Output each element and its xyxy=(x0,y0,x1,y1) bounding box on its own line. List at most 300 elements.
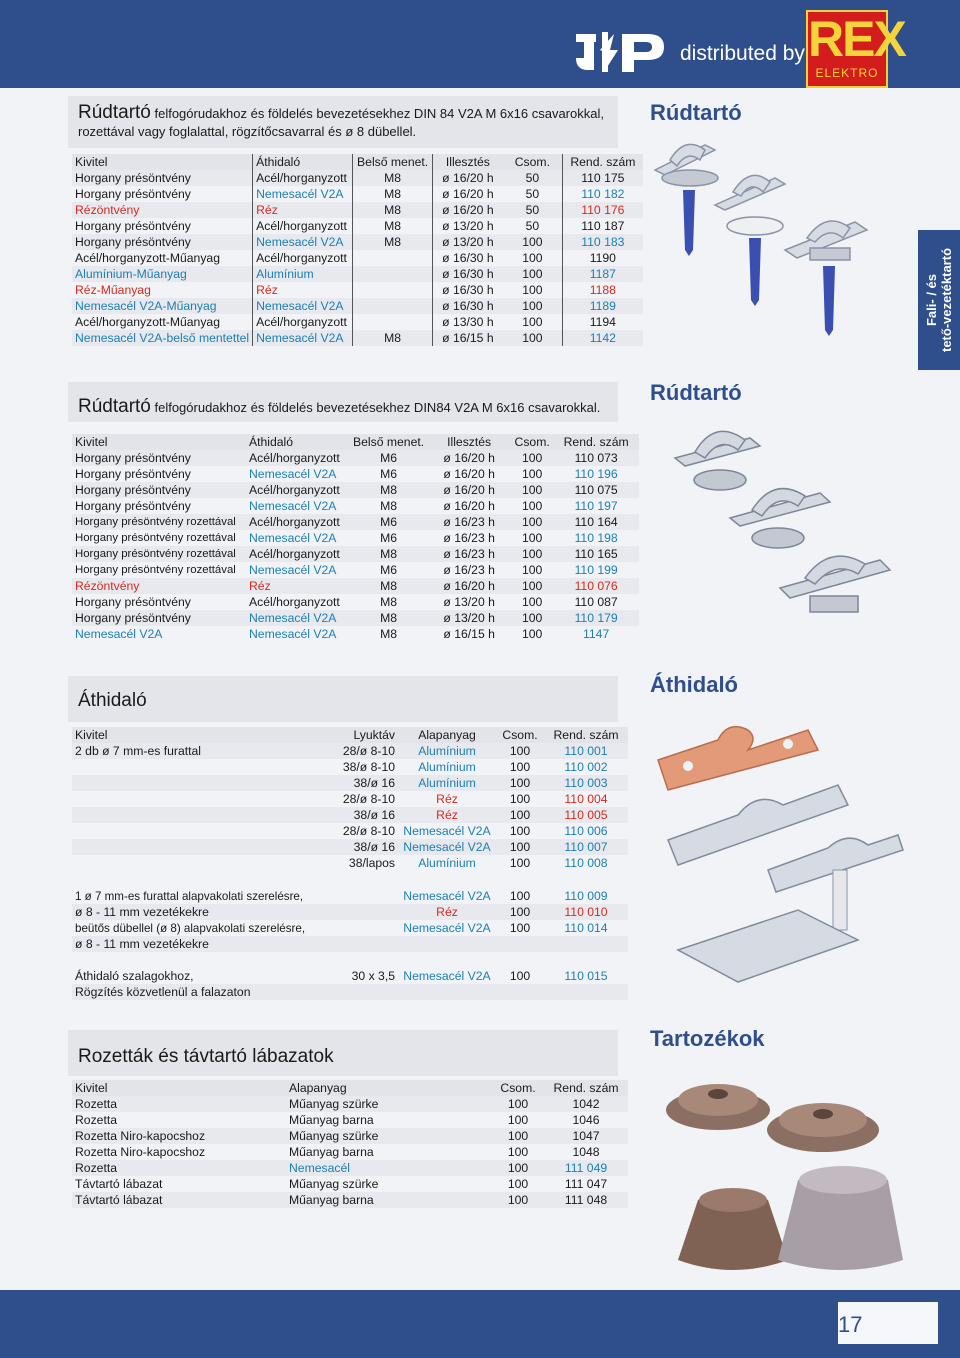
cell: 50 xyxy=(503,170,563,186)
cell: ø 16/23 h xyxy=(427,514,511,530)
table-row xyxy=(72,743,628,759)
col-header: Rend. szám xyxy=(544,1080,628,1096)
table-row xyxy=(72,1144,628,1160)
cell: M8 xyxy=(353,218,433,234)
cell: 110 010 xyxy=(544,904,628,920)
section4-heading: Tartozékok xyxy=(650,1026,765,1051)
cell xyxy=(72,823,334,839)
cell: ø 13/20 h xyxy=(427,610,511,626)
cell: Rozetta xyxy=(72,1096,286,1112)
table-row xyxy=(72,610,639,626)
cell: 38/ø 16 xyxy=(334,839,398,855)
cell: 100 xyxy=(511,482,553,498)
section4-title-box xyxy=(68,1030,618,1076)
cell: 1189 xyxy=(563,298,643,314)
cell xyxy=(496,984,544,1000)
cell: M8 xyxy=(350,578,427,594)
cell: 100 xyxy=(503,298,563,314)
table-row xyxy=(72,314,643,330)
cell: Műanyag szürke xyxy=(286,1096,492,1112)
cell: ø 16/15 h xyxy=(433,330,503,346)
cell xyxy=(72,759,334,775)
cell: 1194 xyxy=(589,314,616,329)
cell: Horgany présöntvény xyxy=(72,234,253,250)
cell: Nemesacél V2A xyxy=(249,466,337,481)
cell: M8 xyxy=(380,594,398,609)
table-row xyxy=(72,1096,628,1112)
col-header: Áthidaló xyxy=(246,434,350,450)
cell: Acél/horganyzott xyxy=(253,218,353,234)
cell: ø 16/20 h xyxy=(433,202,503,218)
table-row xyxy=(72,984,628,1000)
cell xyxy=(72,775,334,791)
cell: 100 xyxy=(492,1128,544,1144)
side-tab xyxy=(918,230,960,370)
cell: 50 xyxy=(503,218,563,234)
cell: 100 xyxy=(507,1176,529,1191)
cell: 100 xyxy=(509,759,531,774)
cell: Áthidaló szalagokhoz, xyxy=(75,968,194,983)
cell: 1042 xyxy=(544,1096,628,1112)
cell: 110 198 xyxy=(574,530,618,545)
rosette-photo xyxy=(648,1060,910,1282)
cell: Acél/horganyzott xyxy=(253,314,353,330)
section2-table xyxy=(72,434,639,642)
cell-part: Réz-Műanyag xyxy=(75,282,151,297)
cell: Alumínium xyxy=(398,743,496,759)
cell: 100 xyxy=(503,282,563,298)
col-header: Csom. xyxy=(503,154,563,170)
rex-logo xyxy=(806,10,905,88)
cell: 110 076 xyxy=(553,578,639,594)
cell: ø 13/30 h xyxy=(442,314,494,329)
cell: Nemesacél V2A xyxy=(403,888,491,903)
cell: 38/ø 16 xyxy=(334,775,398,791)
cell: 111 049 xyxy=(544,1160,628,1176)
cell: ø 13/20 h xyxy=(443,594,495,609)
cell: ø 16/30 h xyxy=(433,266,503,282)
cell: M8 xyxy=(350,546,427,562)
section3-heading: Áthidaló xyxy=(650,672,738,697)
side-tab-label xyxy=(924,248,954,352)
cell: 100 xyxy=(492,1096,544,1112)
section1-table xyxy=(72,154,643,346)
cell xyxy=(334,888,398,904)
table-row xyxy=(72,450,639,466)
cell: ø 16/23 h xyxy=(427,546,511,562)
table-row xyxy=(72,1192,628,1208)
cell: Horgany présöntvény xyxy=(75,466,191,481)
cell-part: Alumínium-Műanyag xyxy=(75,266,187,281)
cell: 100 xyxy=(509,823,531,838)
col-header: Kivitel xyxy=(72,1080,286,1096)
cell: 38/lapos xyxy=(348,855,395,870)
cell: Horgany présöntvény rozettával xyxy=(75,563,236,576)
section2-title-box xyxy=(68,382,618,422)
cell: 110 176 xyxy=(563,202,643,218)
cell: 110 015 xyxy=(564,968,608,983)
cell: 30 x 3,5 xyxy=(351,968,395,983)
cell: Horgany présöntvény rozettával xyxy=(75,531,236,544)
col-header: Csom. xyxy=(511,434,553,450)
cell: 110 199 xyxy=(574,562,618,577)
table-row xyxy=(72,530,639,546)
cell: M8 xyxy=(353,202,433,218)
cell: ø 8 - 11 mm vezetékekre xyxy=(72,936,334,952)
cell: 110 179 xyxy=(553,610,639,626)
table-row xyxy=(72,250,643,266)
cell: Alumínium xyxy=(253,266,353,282)
section1-title-big: Rúdtartó xyxy=(78,102,151,123)
cell: Nemesacél V2A xyxy=(253,330,353,346)
cell: 110 014 xyxy=(564,920,608,935)
cell: Műanyag barna xyxy=(289,1144,374,1159)
cell: 100 xyxy=(503,266,563,282)
cell: 110 182 xyxy=(581,186,625,201)
table-row xyxy=(72,968,628,984)
cell: 110 004 xyxy=(564,791,608,806)
cell xyxy=(544,984,628,1000)
table-row xyxy=(72,775,628,791)
cell: ø 16/20 h xyxy=(443,498,495,513)
section3-title-box xyxy=(68,676,618,722)
cell: 110 175 xyxy=(563,170,643,186)
cell: M8 xyxy=(353,186,433,202)
cell: 28/ø 8-10 xyxy=(342,823,395,838)
cell: Réz xyxy=(398,904,496,920)
col-header: Kivitel xyxy=(72,727,334,743)
col-header: Illesztés xyxy=(433,154,503,170)
cell xyxy=(398,936,496,952)
cell: 110 002 xyxy=(564,759,608,774)
cell: Réz xyxy=(253,282,353,298)
cell: 50 xyxy=(503,202,563,218)
cell xyxy=(72,839,334,855)
cell: 110 006 xyxy=(564,823,608,838)
col-header: Csom. xyxy=(492,1080,544,1096)
table-row xyxy=(72,759,628,775)
header-band xyxy=(0,0,960,88)
cell: 110 165 xyxy=(553,546,639,562)
cell: Nemesacél V2A xyxy=(403,823,491,838)
cell: M8 xyxy=(353,330,433,346)
cell: Távtartó lábazat xyxy=(72,1192,286,1208)
table-row xyxy=(72,1176,628,1192)
cell-part: Nemesacél V2A-Műanyag xyxy=(75,298,217,313)
table-row xyxy=(72,823,628,839)
section3-table xyxy=(72,727,628,871)
cell: 1190 xyxy=(589,250,616,265)
cell: Távtartó lábazat xyxy=(75,1176,163,1191)
cell: Nemesacél V2A xyxy=(249,530,337,545)
cell: Acél/horganyzott xyxy=(246,482,350,498)
cell: 100 xyxy=(496,807,544,823)
cell: Réz xyxy=(253,202,353,218)
cell: 100 xyxy=(492,1160,544,1176)
cell: Nemesacél V2A xyxy=(249,626,337,641)
col-header: Kivitel xyxy=(72,154,253,170)
cell: ø 16/20 h xyxy=(443,466,495,481)
cell: Horgany présöntvény rozettával xyxy=(72,514,246,530)
col-header: Kivitel xyxy=(72,434,246,450)
cell: Acél/horganyzott xyxy=(249,594,340,609)
table-row xyxy=(72,282,643,298)
cell xyxy=(353,250,433,266)
cell: 110 009 xyxy=(564,888,608,903)
cell: 110 164 xyxy=(553,514,639,530)
cell xyxy=(334,936,398,952)
cell: 100 xyxy=(521,466,543,481)
section4-table xyxy=(72,1080,628,1208)
cell: ø 8 - 11 mm vezetékekre xyxy=(72,904,334,920)
cell: 100 xyxy=(503,314,563,330)
table-row xyxy=(72,855,628,871)
section2-title-big: Rúdtartó xyxy=(78,396,151,417)
cell: Rozetta xyxy=(72,1160,286,1176)
table-row xyxy=(72,839,628,855)
cell xyxy=(72,791,334,807)
cell: M8 xyxy=(380,498,398,513)
cell: 110 087 xyxy=(574,594,618,609)
cell: Műanyag szürke xyxy=(289,1176,379,1191)
cell: M6 xyxy=(380,466,398,481)
cell: M8 xyxy=(350,482,427,498)
cell: Alumínium xyxy=(418,855,476,870)
cell: 111 047 xyxy=(564,1176,608,1191)
table-row xyxy=(72,888,628,904)
table-row xyxy=(72,791,628,807)
cell xyxy=(72,282,253,298)
cell: 100 xyxy=(496,904,544,920)
cell: 1187 xyxy=(563,266,643,282)
cell: 100 xyxy=(509,968,531,983)
side-tab-line1: Fali- / és xyxy=(924,273,939,327)
cell: 110 196 xyxy=(574,466,618,481)
cell: Műanyag barna xyxy=(289,1112,374,1127)
table-row xyxy=(72,562,639,578)
cell: M8 xyxy=(353,170,433,186)
cell: Horgany présöntvény xyxy=(75,498,191,513)
cell: ø 16/20 h xyxy=(427,578,511,594)
section2-heading: Rúdtartó xyxy=(650,380,742,405)
cell: Nemesacél V2A xyxy=(403,968,491,983)
table-row xyxy=(72,202,643,218)
section1-heading: Rúdtartó xyxy=(650,100,742,125)
section4-title: Rozetták és távtartó lábazatok xyxy=(78,1046,334,1067)
cell: Műanyag barna xyxy=(286,1192,492,1208)
col-header: Belső menet. xyxy=(353,154,433,170)
cell xyxy=(72,330,253,346)
rod-holder-photo-1 xyxy=(645,130,910,370)
cell: 38/ø 8-10 xyxy=(342,759,395,774)
bridge-clip-photo xyxy=(648,720,910,1010)
section1-title-line2: rozettával vagy foglalattal, rögzítőcsavarral és ø 8 dübellel. xyxy=(78,124,417,139)
cell: ø 16/20 h xyxy=(427,450,511,466)
table-row xyxy=(72,904,628,920)
cell: 100 xyxy=(496,775,544,791)
col-header: Rend. szám xyxy=(553,434,639,450)
cell: 110 187 xyxy=(581,218,625,233)
cell: ø 16/30 h xyxy=(442,250,494,265)
col-header: Rend. szám xyxy=(563,154,643,170)
cell: 50 xyxy=(503,186,563,202)
cell: Nemesacél V2A xyxy=(249,562,337,577)
cell: 100 xyxy=(503,330,563,346)
cell: Horgany présöntvény xyxy=(75,594,191,609)
jp-logo-icon xyxy=(576,30,666,74)
cell: 110 075 xyxy=(553,482,639,498)
cell xyxy=(398,984,496,1000)
cell: 100 xyxy=(511,450,553,466)
cell-part: Nemesacél V2A-belső mentettel xyxy=(75,330,250,345)
cell: Acél/horganyzott xyxy=(253,250,353,266)
table-row xyxy=(72,936,628,952)
table-row xyxy=(72,186,643,202)
cell: Acél/horganyzott xyxy=(246,546,350,562)
cell: Réz xyxy=(436,791,458,806)
cell: 1147 xyxy=(583,626,610,641)
cell: 100 xyxy=(511,610,553,626)
cell xyxy=(334,984,398,1000)
cell: Rögzítés közvetlenül a falazaton xyxy=(72,984,334,1000)
cell: Horgany présöntvény xyxy=(72,170,253,186)
cell: 110 008 xyxy=(564,855,608,870)
cell: 1048 xyxy=(572,1144,600,1159)
col-header: Alapanyag xyxy=(398,727,496,743)
cell: 38/ø 16 xyxy=(334,807,398,823)
cell: 28/ø 8-10 xyxy=(342,791,395,806)
cell: 100 xyxy=(503,250,563,266)
cell: 110 003 xyxy=(544,775,628,791)
cell: ø 13/20 h xyxy=(433,234,503,250)
table-row xyxy=(72,266,643,282)
cell: M6 xyxy=(380,562,398,577)
cell: Nemesacél V2A xyxy=(75,626,163,641)
cell: 28/ø 8-10 xyxy=(334,743,398,759)
cell: Nemesacél V2A xyxy=(249,498,337,513)
cell: 100 xyxy=(509,855,531,870)
col-header: Belső menet. xyxy=(350,434,427,450)
table-row xyxy=(72,578,639,594)
cell: ø 16/30 h xyxy=(442,282,494,297)
cell xyxy=(334,904,398,920)
cell: 100 xyxy=(496,839,544,855)
cell: 110 007 xyxy=(544,839,628,855)
cell: 100 xyxy=(492,1192,544,1208)
cell xyxy=(334,920,398,936)
table-row xyxy=(72,626,639,642)
cell: Horgany présöntvény rozettával xyxy=(72,546,246,562)
section3-table-c xyxy=(72,968,628,1000)
cell: 111 048 xyxy=(544,1192,628,1208)
table-row xyxy=(72,170,643,186)
cell: 100 xyxy=(496,743,544,759)
cell: Rézöntvény xyxy=(72,202,253,218)
cell: ø 16/23 h xyxy=(443,562,495,577)
cell xyxy=(353,314,433,330)
rex-logo-main: REX xyxy=(808,11,905,67)
cell: Nemesacél V2A xyxy=(398,839,496,855)
cell: 1047 xyxy=(544,1128,628,1144)
cell: 100 xyxy=(511,546,553,562)
cell: 100 xyxy=(511,514,553,530)
cell: Horgany présöntvény xyxy=(72,186,253,202)
table-row xyxy=(72,330,643,346)
col-header: Rend. szám xyxy=(544,727,628,743)
table-row xyxy=(72,218,643,234)
cell: 1142 xyxy=(563,330,643,346)
table-row xyxy=(72,1112,628,1128)
cell: 1046 xyxy=(572,1112,600,1127)
cell: Alumínium xyxy=(418,759,476,774)
footer-band xyxy=(0,1290,960,1358)
table-row xyxy=(72,482,639,498)
cell: 110 183 xyxy=(563,234,643,250)
page-number: 17 xyxy=(838,1302,938,1344)
cell: Rézöntvény xyxy=(72,578,246,594)
cell: Nemesacél V2A xyxy=(253,234,353,250)
cell: M8 xyxy=(380,626,398,641)
cell: Rozetta Niro-kapocshoz xyxy=(75,1144,206,1159)
cell xyxy=(72,266,253,282)
cell: M6 xyxy=(380,530,398,545)
cell: ø 16/23 h xyxy=(443,530,495,545)
cell: Horgany présöntvény xyxy=(72,610,246,626)
col-header: Alapanyag xyxy=(286,1080,492,1096)
cell: beütős dübellel (ø 8) alapvakolati szerelésre, xyxy=(75,921,306,935)
cell: 100 xyxy=(521,626,543,641)
cell: Horgany présöntvény xyxy=(72,482,246,498)
cell: Acél/horganyzott xyxy=(246,450,350,466)
section1-title-rest: felfogórudakhoz és földelés bevezetésekhez DIN 84 V2A M 6x16 csavarokkal, xyxy=(150,106,604,121)
col-header: Illesztés xyxy=(427,434,511,450)
cell: 100 xyxy=(507,1144,529,1159)
cell: M6 xyxy=(350,514,427,530)
cell: 110 197 xyxy=(574,498,618,513)
col-header: Áthidaló xyxy=(253,154,353,170)
cell: Acél/horganyzott xyxy=(253,170,353,186)
cell: ø 16/30 h xyxy=(433,298,503,314)
cell: Horgany présöntvény xyxy=(72,450,246,466)
table-row xyxy=(72,920,628,936)
cell: Horgany présöntvény xyxy=(72,218,253,234)
cell: 100 xyxy=(511,578,553,594)
cell: ø 16/20 h xyxy=(427,482,511,498)
col-header: Lyuktáv xyxy=(334,727,398,743)
table-row xyxy=(72,546,639,562)
cell: Nemesacél V2A xyxy=(246,610,350,626)
cell: ø 13/20 h xyxy=(442,218,494,233)
rex-logo-sub: ELEKTRO xyxy=(815,66,879,80)
cell: Acél/horganyzott-Műanyag xyxy=(72,250,253,266)
cell: 100 xyxy=(503,234,563,250)
cell xyxy=(353,282,433,298)
cell: 1 ø 7 mm-es furattal alapvakolati szerelésre, xyxy=(75,889,304,903)
cell: M8 xyxy=(350,610,427,626)
cell xyxy=(353,266,433,282)
cell: 1188 xyxy=(589,282,616,297)
cell: M6 xyxy=(350,450,427,466)
section1-title-box xyxy=(68,96,618,148)
cell: Réz xyxy=(246,578,350,594)
cell xyxy=(72,807,334,823)
table-row xyxy=(72,466,639,482)
section4-header-row xyxy=(72,1080,628,1096)
cell: Acél/horganyzott xyxy=(246,514,350,530)
section3-table-b xyxy=(72,888,628,952)
table-row xyxy=(72,594,639,610)
col-header: Csom. xyxy=(496,727,544,743)
